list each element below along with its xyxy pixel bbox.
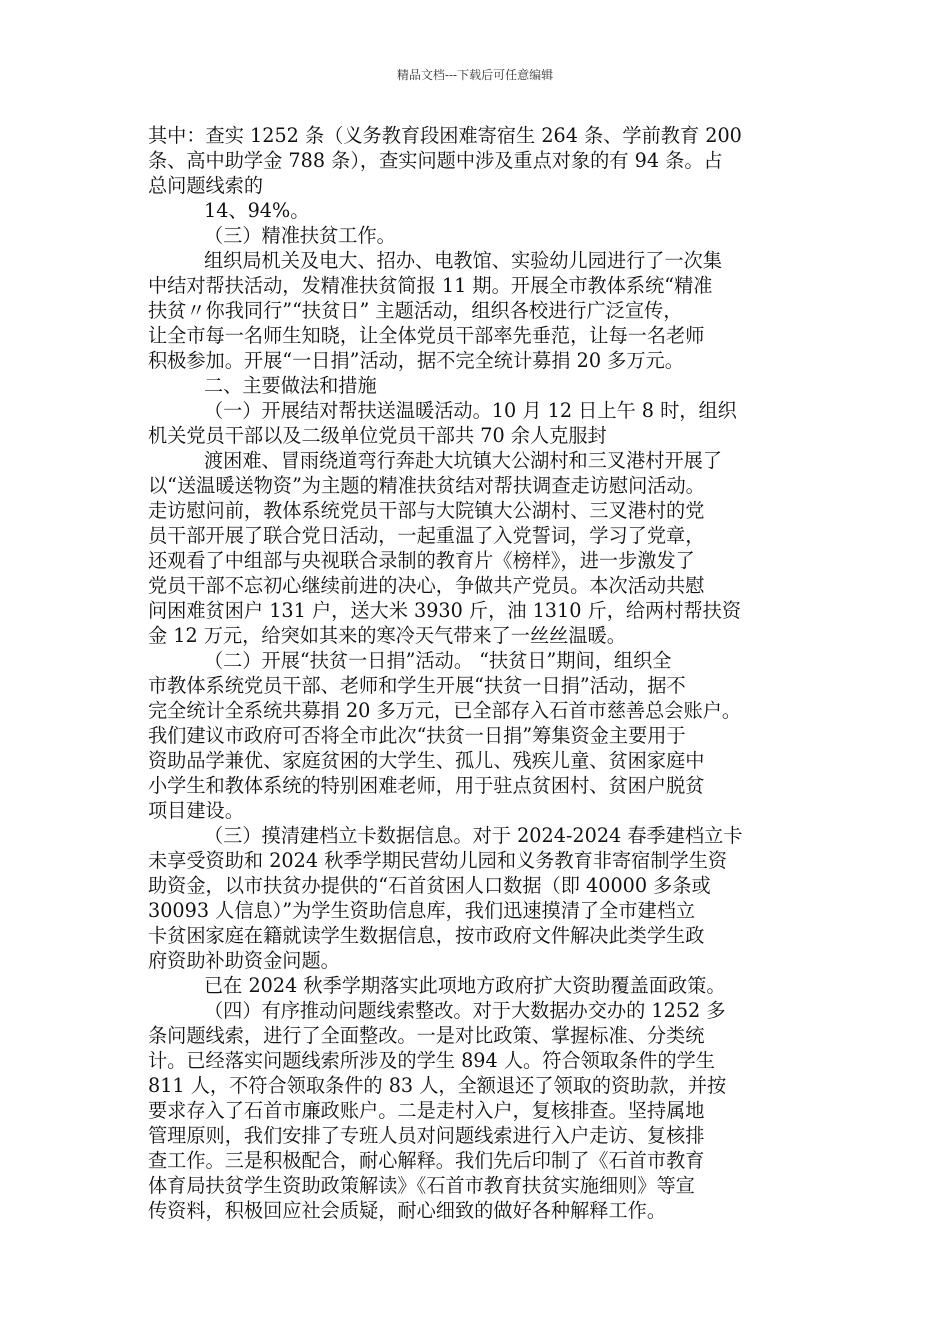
text-line: 走访慰问前，教体系统党员干部与大院镇大公湖村、三叉港村的党	[148, 499, 705, 522]
text-line: 府资助补助资金问题。	[148, 949, 340, 972]
text-line: 二、主要做法和措施	[204, 374, 377, 397]
text-line: 扶贫〃你我同行”“扶贫日” 主题活动，组织各校进行广泛宣传，	[148, 299, 683, 322]
text-line: 党员干部不忘初心继续前进的决心，争做共产党员。本次活动共慰	[148, 574, 705, 597]
text-line: 机关党员干部以及二级单位党员干部共 70 余人克服封	[148, 424, 607, 447]
text-line: 还观看了中组部与央视联合录制的教育片《榜样》，进一步激发了	[148, 549, 695, 572]
text-line: 条、高中助学金 788 条），查实问题中涉及重点对象的有 94 条。占	[148, 149, 723, 172]
text-line: 市教体系统党员干部、老师和学生开展“扶贫一日捐”活动，据不	[148, 674, 686, 697]
text-line: 体育局扶贫学生资助政策解读》《石首市教育扶贫实施细则》等宣	[148, 1174, 695, 1197]
text-line: （三）摸清建档立卡数据信息。对于 2024-2024 春季建档立卡	[204, 824, 743, 847]
text-line: 总问题线索的	[148, 174, 264, 197]
text-line: 管理原则，我们安排了专班人员对问题线索进行入户走访、复核排	[148, 1124, 705, 1147]
text-line: 小学生和教体系统的特别困难老师，用于驻点贫困村、贫困户脱贫	[148, 774, 705, 797]
page-header: 精品文档---下载后可任意编辑	[396, 68, 554, 82]
text-line: 积极参加。开展“一日捐”活动，据不完全统计募捐 20 多万元。	[148, 349, 684, 372]
text-line: 完全统计全系统共募捐 20 多万元，已全部存入石首市慈善总会账户。	[148, 699, 742, 722]
text-line: 中结对帮扶活动，发精准扶贫简报 11 期。开展全市教体系统“精准	[148, 274, 713, 297]
text-line: 渡困难、冒雨绕道弯行奔赴大坑镇大公湖村和三叉港村开展了	[204, 449, 723, 472]
text-line: 要求存入了石首市廉政账户。二是走村入户，复核排查。坚持属地	[148, 1099, 705, 1122]
text-line: 让全市每一名师生知晓，让全体党员干部率先垂范，让每一名老师	[148, 324, 705, 347]
text-line: 员干部开展了联合党日活动，一起重温了入党誓词，学习了党章，	[148, 524, 705, 547]
text-line: 助资金，以市扶贫办提供的“石首贫困人口数据（即 40000 多条或	[148, 874, 711, 897]
text-line: 查工作。三是积极配合，耐心解释。我们先后印制了《石首市教育	[148, 1149, 705, 1172]
text-line: 我们建议市政府可否将全市此次“扶贫一日捐”筹集资金主要用于	[148, 724, 686, 747]
document-body	[148, 123, 816, 1223]
text-line: 传资料，积极回应社会质疑，耐心细致的做好各种解释工作。	[148, 1199, 667, 1222]
text-line: （四）有序推动问题线索整改。对于大数据办交办的 1252 多	[204, 999, 726, 1022]
text-line: （二）开展“扶贫一日捐”活动。 “扶贫日”期间，组织全	[204, 649, 672, 672]
text-line: 问困难贫困户 131 户，送大米 3930 斤，油 1310 斤，给两村帮扶资	[148, 599, 742, 622]
text-line: （三）精准扶贫工作。	[204, 224, 396, 247]
text-line: 30093 人信息）”为学生资助信息库，我们迅速摸清了全市建档立	[148, 899, 696, 922]
text-line: 14、94%。	[204, 199, 310, 222]
text-line: 项目建设。	[148, 799, 244, 822]
text-line: （一）开展结对帮扶送温暖活动。10 月 12 日上午 8 时，组织	[204, 399, 737, 422]
text-line: 资助品学兼优、家庭贫困的大学生、孤儿、残疾儿童、贫困家庭中	[148, 749, 705, 772]
text-line: 组织局机关及电大、招办、电教馆、实验幼儿园进行了一次集	[204, 249, 723, 272]
text-line: 已在 2024 秋季学期落实此项地方政府扩大资助覆盖面政策。	[204, 974, 726, 997]
text-line: 未享受资助和 2024 秋季学期民营幼儿园和义务教育非寄宿制学生资	[148, 849, 728, 872]
text-line: 计。已经落实问题线索所涉及的学生 894 人。符合领取条件的学生	[148, 1049, 715, 1072]
text-line: 条问题线索，进行了全面整改。一是对比政策、掌握标准、分类统	[148, 1024, 705, 1047]
text-line: 其中：查实 1252 条（义务教育段困难寄宿生 264 条、学前教育 200	[148, 124, 742, 147]
text-line: 以“送温暖送物资”为主题的精准扶贫结对帮扶调查走访慰问活动。	[148, 474, 705, 497]
text-line: 卡贫困家庭在籍就读学生数据信息，按市政府文件解决此类学生政	[148, 924, 705, 947]
text-line: 金 12 万元，给突如其来的寒冷天气带来了一丝丝温暖。	[148, 624, 626, 647]
text-line: 811 人，不符合领取条件的 83 人，全额退还了领取的资助款，并按	[148, 1074, 727, 1097]
